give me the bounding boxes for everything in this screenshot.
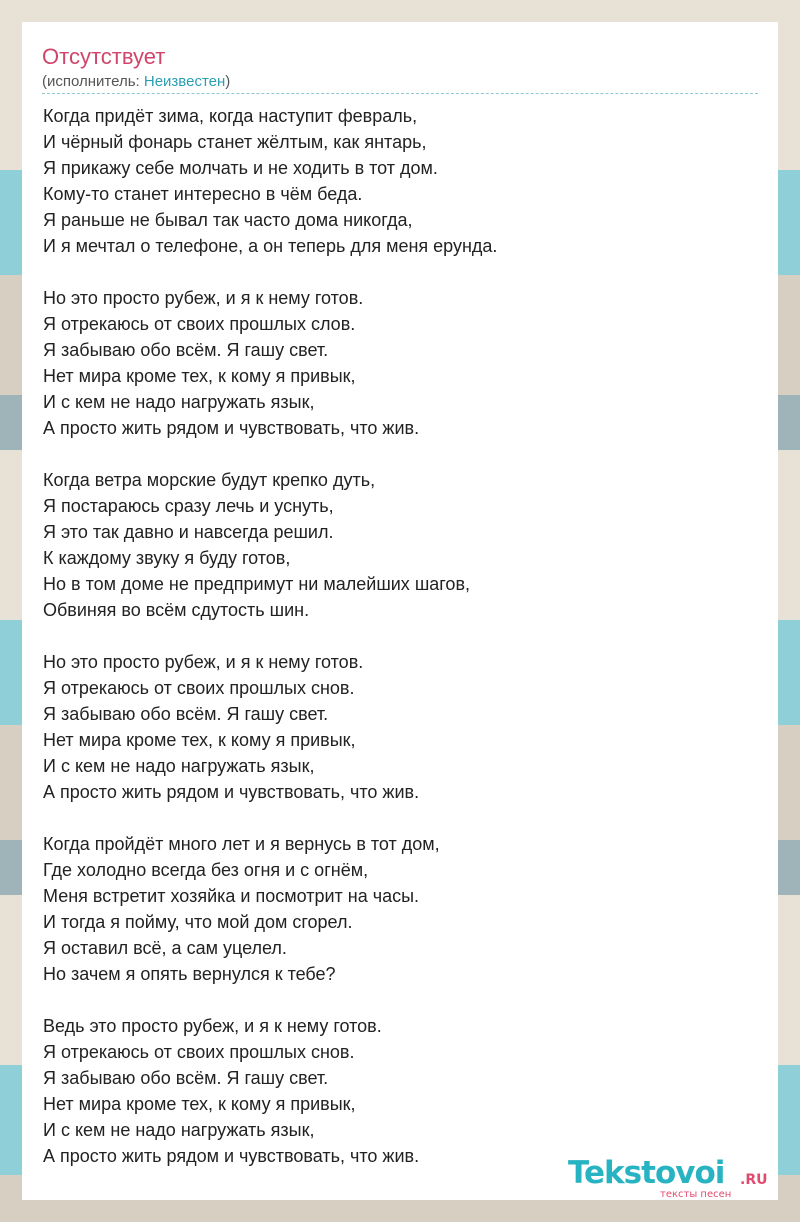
lyric-line: Меня встретит хозяйка и посмотрит на часы.	[43, 886, 420, 906]
lyric-line: Я отрекаюсь от своих прошлых снов.	[43, 678, 355, 698]
artist-link[interactable]: Неизвестен	[143, 73, 226, 90]
stanza	[43, 649, 763, 805]
lyric-line: И я мечтал о телефоне, а он теперь для меня ерунда.	[43, 236, 498, 256]
lyric-line: И с кем не надо нагружать язык,	[43, 1120, 315, 1140]
stanza	[43, 467, 763, 623]
stanza	[43, 103, 763, 259]
lyric-line: Я прикажу себе молчать и не ходить в тот дом.	[43, 158, 438, 178]
lyric-line: А просто жить рядом и чувствовать, что жив.	[43, 418, 420, 438]
lyric-line: Но зачем я опять вернулся к тебе?	[43, 964, 336, 984]
stanza	[43, 285, 763, 441]
lyric-line: Ведь это просто рубеж, и я к нему готов.	[43, 1016, 382, 1036]
lyric-line: Нет мира кроме тех, к кому я привык,	[43, 366, 356, 386]
lyric-line: Я раньше не бывал так часто дома никогда,	[43, 210, 413, 230]
lyric-line: И с кем не надо нагружать язык,	[43, 392, 315, 412]
lyric-line: Я постараюсь сразу лечь и уснуть,	[43, 496, 334, 516]
artist-prefix: (исполнитель:	[42, 73, 144, 90]
lyric-line: К каждому звуку я буду готов,	[43, 548, 291, 568]
lyric-line: Нет мира кроме тех, к кому я привык,	[43, 1094, 356, 1114]
logo-tagline: тексты песен	[660, 1189, 732, 1200]
stanza	[43, 1013, 763, 1169]
lyric-line: Когда придёт зима, когда наступит февраль,	[43, 106, 418, 126]
lyric-line: Я забываю обо всём. Я гашу свет.	[43, 704, 329, 724]
lyric-line: И тогда я пойму, что мой дом сгорел.	[43, 912, 353, 932]
lyric-line: Где холодно всегда без огня и с огнём,	[43, 860, 369, 880]
lyric-line: Я забываю обо всём. Я гашу свет.	[43, 1068, 329, 1088]
site-logo[interactable]	[568, 1155, 778, 1205]
lyric-line: Но это просто рубеж, и я к нему готов.	[43, 652, 364, 672]
lyric-line: А просто жить рядом и чувствовать, что жив.	[43, 1146, 420, 1166]
lyric-line: Обвиняя во всём сдутость шин.	[43, 600, 310, 620]
lyrics-card	[22, 22, 778, 1200]
lyric-line: Кому-то станет интересно в чём беда.	[43, 184, 363, 204]
lyric-line: Я забываю обо всём. Я гашу свет.	[43, 340, 329, 360]
lyric-line: Когда ветра морские будут крепко дуть,	[43, 470, 376, 490]
lyric-line: А просто жить рядом и чувствовать, что жив.	[43, 782, 420, 802]
lyric-line: Я отрекаюсь от своих прошлых слов.	[43, 314, 356, 334]
lyric-line: И чёрный фонарь станет жёлтым, как янтарь,	[43, 132, 427, 152]
lyric-line: Я отрекаюсь от своих прошлых снов.	[43, 1042, 355, 1062]
lyric-line: Нет мира кроме тех, к кому я привык,	[43, 730, 356, 750]
lyric-line: Когда пройдёт много лет и я вернусь в тот дом,	[43, 834, 440, 854]
lyric-line: Я это так давно и навсегда решил.	[43, 522, 334, 542]
stanza	[43, 831, 763, 987]
lyric-line: Но это просто рубеж, и я к нему готов.	[43, 288, 364, 308]
song-title: Отсутствует	[42, 44, 166, 69]
lyric-line: Но в том доме не предпримут ни малейших шагов,	[43, 574, 471, 594]
logo-wordmark: Tekstovoi	[568, 1155, 725, 1191]
logo-tld: .RU	[740, 1172, 768, 1188]
lyric-line: Я оставил всё, а сам уцелел.	[43, 938, 287, 958]
lyrics-text	[43, 103, 763, 1195]
artist-line	[42, 72, 230, 92]
lyric-line: И с кем не надо нагружать язык,	[43, 756, 315, 776]
title-divider	[42, 93, 758, 94]
artist-suffix: )	[225, 73, 231, 90]
